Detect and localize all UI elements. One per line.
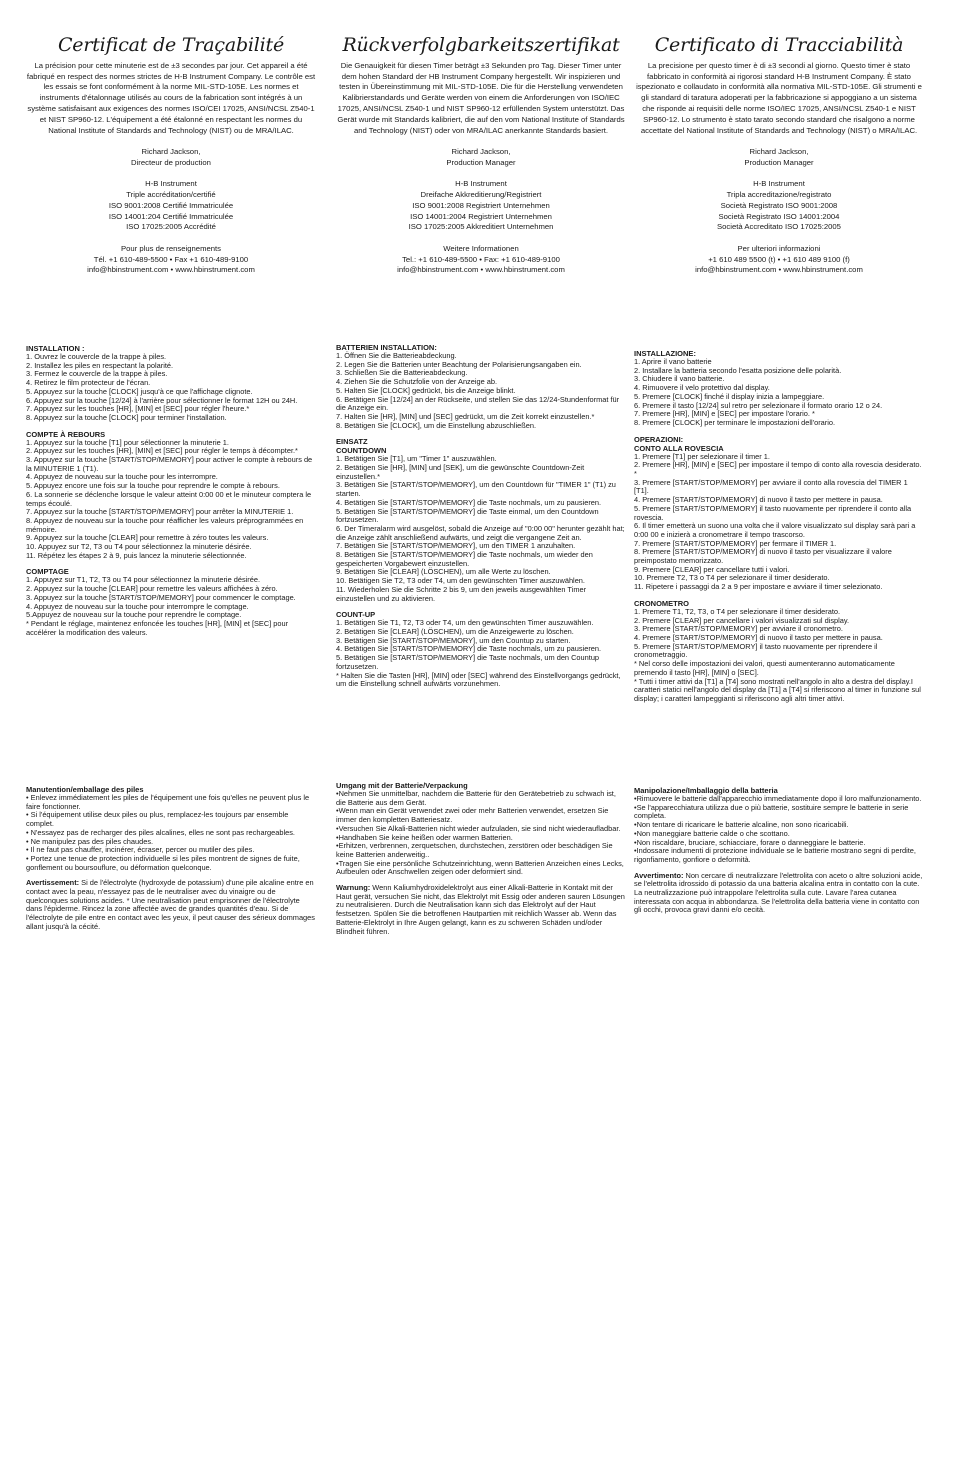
instruction-step: 4. Appuyez de nouveau sur la touche pour les interrompre. xyxy=(26,472,218,482)
instruction-step: 2. Appuyez sur la touche [CLEAR] pour remettre les valeurs affichées à zéro. xyxy=(26,584,278,594)
instruction-step: 3. Chiudere il vano batterie. xyxy=(634,374,725,384)
company-block xyxy=(634,179,924,233)
instruction-section xyxy=(634,599,924,704)
instruction-step: 1. Appuyez sur la touche [T1] pour sélectionner la minuterie 1. xyxy=(26,437,229,447)
instruction-step: * Tutti i timer attivi da [T1] a [T4] sono mostrati nell'angolo in alto a destra del display.I caratteri statici nell'angolo del display da [T1] a [T4] si riferiscono al timer in funzione sul display; i caratteri lampeggianti si riferiscono agli altri timer attivi. xyxy=(634,676,921,703)
warning-label: Warnung: xyxy=(336,883,371,893)
contact-line: Weitere Informationen xyxy=(443,243,519,253)
contact-line: Per ulteriori informazioni xyxy=(737,243,821,253)
instruction-step: 9. Premere [CLEAR] per cancellare tutti i valori. xyxy=(634,564,790,574)
battery-heading: Manutention/emballage des piles xyxy=(26,785,144,794)
company-line: Triple accréditation/certifié xyxy=(126,189,216,199)
instruction-step: 2. Premere [CLEAR] per cancellare i valori visualizzati sul display. xyxy=(634,615,850,625)
certificate-title: Certificat de Traçabilité xyxy=(57,34,285,56)
company-line: ISO 9001:2008 Registriert Unternehmen xyxy=(412,200,550,210)
battery-bullet: •Non riscaldare, bruciare, schiacciare, forare o danneggiare le batterie. xyxy=(634,837,866,847)
instruction-step: 7. Halten Sie [HR], [MIN] und [SEC] gedrückt, um die Zeit korrekt einzustellen.* xyxy=(336,411,595,421)
battery-bullet: •Nehmen Sie unmittelbar, nachdem die Batterie für den Gerätebetrieb zu schwach ist, die Batterie aus dem Gerät. xyxy=(336,789,616,807)
signer-name: Richard Jackson, xyxy=(749,146,809,156)
instruction-step: 4. Premere [START/STOP/MEMORY] di nuovo il tasto per mettere in pausa. xyxy=(634,632,883,642)
instruction-step: 7. Premere [HR], [MIN] e [SEC] per impostare l'orario. * xyxy=(634,409,815,419)
company-block xyxy=(26,179,316,233)
instruction-step: 4. Betätigen Sie [START/STOP/MEMORY] die Taste nochmals, um zu pausieren. xyxy=(336,497,602,507)
instruction-step: 4. Appuyez de nouveau sur la touche pour interrompre le comptage. xyxy=(26,601,249,611)
instruction-step: 2. Appuyez sur les touches [HR], [MIN] et [SEC] pour régler le temps à décompter.* xyxy=(26,446,298,456)
instruction-step: 8. Betätigen Sie [START/STOP/MEMORY] die Taste nochmals, um wieder den gespeicherten Vorgabewert einzustellen. xyxy=(336,550,593,568)
instruction-step: 4. Premere [START/STOP/MEMORY] di nuovo il tasto per mettere in pausa. xyxy=(634,495,883,505)
battery-bullet: • Si l'équipement utilise deux piles ou plus, remplacez-les toujours par ensemble complet. xyxy=(26,810,289,829)
section-heading: COUNT-UP xyxy=(336,610,376,620)
signer-role: Production Manager xyxy=(446,157,516,167)
instruction-step: 6. Premere il tasto [12/24] sul retro per selezionare il formato orario 12 o 24. xyxy=(634,400,883,410)
instruction-step: 7. Betätigen Sie [START/STOP/MEMORY], um den TIMER 1 anzuhalten. xyxy=(336,541,576,551)
battery-bullet: •Tragen Sie eine persönliche Schutzeinrichtung, wenn Batterien Anzeichen eines Lecks, Aufbeulen oder Anschwellen zeigen oder deformiert sind. xyxy=(336,858,624,877)
certificate-title: Certificato di Tracciabilità xyxy=(654,34,904,56)
instruction-step: 3. Betätigen Sie [START/STOP/MEMORY], um den Countdown für "TIMER 1" (T1) zu starten. xyxy=(336,480,616,499)
battery-bullet: •Non tentare di ricaricare le batterie alcaline, non sono ricaricabili. xyxy=(634,820,849,830)
section-heading: EINSATZ COUNTDOWN xyxy=(336,437,387,456)
instruction-section xyxy=(634,349,924,428)
instruction-step: 3. Appuyez sur la touche [START/STOP/MEMORY] pour commencer le comptage. xyxy=(26,592,296,602)
contact-line: Pour plus de renseignements xyxy=(121,243,221,253)
battery-bullet: •Non maneggiare batterie calde o che scottano. xyxy=(634,828,790,838)
instruction-step: 3. Appuyez sur la touche [START/STOP/MEMORY] pour activer le compte à rebours de la MINUTERIE 1 (T1). xyxy=(26,455,313,473)
instruction-step: 7. Appuyez sur la touche [START/STOP/MEMORY] pour arrêter la MINUTERIE 1. xyxy=(26,507,294,517)
instruction-step: 1. Öffnen Sie die Batterieabdeckung. xyxy=(336,351,457,360)
company-line: ISO 17025:2005 Akkreditiert Unternehmen xyxy=(408,222,554,232)
signer-role: Production Manager xyxy=(744,157,814,167)
company-line: ISO 9001:2008 Certifié Immatriculée xyxy=(108,200,234,210)
instruction-step: 5. Halten Sie [CLOCK] gedrückt, bis die Anzeige blinkt. xyxy=(336,385,516,395)
certificate-it xyxy=(634,34,924,287)
signer xyxy=(26,147,316,169)
warning-text: Wenn Kaliumhydroxidelektrolyt aus einer Alkali-Batterie in Kontakt mit der Haut gerät, versuchen Sie nicht, das Elektrolyt mit Essig oder anderen sauren Lösungen zu neutralisieren. Durch die Neutralisation kann sich das Elektrolyt auf der Haut festsetzen. Spülen Sie die betroffenen Hautpartien mit reichlich Wasser ab. Wenn das Batterie-Elektrolyt in Ihre Augen gelangt, kann es zu schweren Schäden und/oder Blindheit führen. xyxy=(336,883,625,936)
battery-bullet: • Ne manipulez pas des piles chaudes. xyxy=(26,836,154,846)
instruction-step: 3. Fermez le couvercle de la trappe à piles. xyxy=(26,369,168,379)
instruction-step: 5. Premere [CLOCK] finché il display inizia a lampeggiare. xyxy=(634,391,825,401)
instruction-section xyxy=(336,610,626,689)
instruction-step: 5. Premere [START/STOP/MEMORY] il tasto nuovamente per riprendere il conto alla rovescia. xyxy=(634,503,912,522)
battery-handling-fr xyxy=(26,785,316,932)
instruction-section xyxy=(336,437,626,603)
battery-heading: Umgang mit der Batterie/Verpackung xyxy=(336,781,468,790)
signer xyxy=(336,147,626,169)
instruction-step: 7. Appuyez sur les touches [HR], [MIN] et [SEC] pour régler l'heure.* xyxy=(26,404,250,414)
instruction-step: 4. Rimuovere il velo protettivo dal display. xyxy=(634,383,770,393)
company-line: Società Accreditato ISO 17025:2005 xyxy=(717,222,841,232)
instruction-step: 4. Betätigen Sie [START/STOP/MEMORY] die Taste nochmals, um zu pausieren. xyxy=(336,644,602,654)
certificate-body: Die Genauigkeit für diesen Timer beträgt ±3 Sekunden pro Tag. Dieser Timer unter dem hohen Standard der HB Instrument Company hergestellt. Wir inspizieren und testen in Übereinstimmung mit MIL-STD-105E. Die für die Herstellung verwendeten Kalibrierstandards und Geräte werden von einem die Anforderungen von ISO/IEC 17025, ANSI/NCSL Z540-1 und NIST SP960-12 erfüllenden System unterstützt. Das Gerät wurde mit Standards kalibriert, die auf den vom National Institute of Standards and Technology (NIST) oder von MRA/ILAC anerkannte Standards basiert. xyxy=(337,60,625,135)
contact-line: info@hbinstrument.com • www.hbinstrument.com xyxy=(695,265,863,275)
battery-bullet: • N'essayez pas de recharger des piles alcalines, elles ne sont pas rechargeables. xyxy=(26,827,295,837)
certificate-de xyxy=(336,34,626,287)
instruction-section xyxy=(26,567,316,637)
contact-block xyxy=(634,244,924,276)
company-line: H-B Instrument xyxy=(455,179,507,189)
battery-bullet: •Handhaben Sie keine heißen oder warmen Batterien. xyxy=(336,832,513,842)
certificate-fr xyxy=(26,34,316,287)
instruction-step: 1. Appuyez sur T1, T2, T3 ou T4 pour sélectionnez la minuterie désirée. xyxy=(26,575,261,585)
instruction-step: 1. Aprire il vano batterie xyxy=(634,357,712,366)
battery-bullet: •Se l'apparecchiatura utilizza due o più batterie, sostituire sempre le batterie in serie completa. xyxy=(634,802,909,821)
instruction-section xyxy=(26,430,316,561)
instruction-section xyxy=(336,343,626,430)
battery-heading: Manipolazione/Imballaggio della batteria xyxy=(634,786,778,795)
signer-role: Directeur de production xyxy=(131,157,211,167)
contact-block xyxy=(26,244,316,276)
signer-name: Richard Jackson, xyxy=(451,146,511,156)
instructions-fr xyxy=(26,344,316,644)
section-heading: INSTALLATION : xyxy=(26,344,85,353)
battery-bullet: • Enlevez immédiatement les piles de l'équipement une fois qu'elles ne peuvent plus le faire fonctionner. xyxy=(26,793,310,811)
instruction-step: 2. Installez les piles en respectant la polarité. xyxy=(26,360,174,370)
instruction-step: 2. Legen Sie die Batterien unter Beachtung der Polarisierungsangaben ein. xyxy=(336,359,582,369)
instruction-step: * Halten Sie die Tasten [HR], [MIN] oder [SEC] während des Einstellvorgangs gedrückt, um die Einstellung schnell aufwärts vorzunehmen. xyxy=(336,670,621,689)
battery-bullet: • Il ne faut pas chauffer, incinérer, écraser, percer ou mutiler des piles. xyxy=(26,845,255,855)
instruction-step: 8. Betätigen Sie [CLOCK], um die Einstellung abzuschließen. xyxy=(336,420,537,430)
instruction-step: 4. Ziehen Sie die Schutzfolie von der Anzeige ab. xyxy=(336,377,498,387)
company-line: H-B Instrument xyxy=(145,179,197,189)
instruction-step: 8. Appuyez de nouveau sur la touche pour réafficher les valeurs préprogrammées en mémoire. xyxy=(26,515,304,534)
instruction-step: 1. Premere T1, T2, T3, o T4 per selezionare il timer desiderato. xyxy=(634,606,841,616)
company-line: Società Registrato ISO 9001:2008 xyxy=(720,200,838,210)
instruction-step: 3. Betätigen Sie [START/STOP/MEMORY], um den Countup zu starten. xyxy=(336,635,571,645)
signer-name: Richard Jackson, xyxy=(141,146,201,156)
contact-line: Tél. +1 610-489-5500 • Fax +1 610-489-9100 xyxy=(93,254,249,264)
instruction-step: 5. Appuyez sur la touche [CLOCK] jusqu'à ce que l'affichage clignote. xyxy=(26,386,253,396)
instruction-step: 9. Appuyez sur la touche [CLEAR] pour remettre à zéro toutes les valeurs. xyxy=(26,533,269,543)
instruction-step: 1. Ouvrez le couvercle de la trappe à piles. xyxy=(26,352,167,361)
instruction-step: 2. Premere [HR], [MIN] e [SEC] per impostare il tempo di conto alla rovescia desiderato. * xyxy=(634,460,922,479)
certificate-body: La precisione per questo timer è di ±3 secondi al giorno. Questo timer è stato fabbricato in conformità ai rigorosi standard H-B Instrument Company. È stato ispezionato e collaudato in conformità alla normativa MIL-STD-105E. Gli strumenti e gli standard di taratura adoperati per la fabbricazione si appoggiano a un sistema che risponde ai requisiti delle norme ISO/IEC 17025, ANSI/NCSL Z540-1 e NIST SP960-12. Lo strumento è stato tarato secondo standard che risalgono a norme accettate del National Institute of Standards and Technology (NIST) o MRA/ILAC. xyxy=(636,60,922,135)
company-line: ISO 14001:204 Certifié Immatriculée xyxy=(108,211,234,221)
instruction-step: 8. Appuyez sur la touche [CLOCK] pour terminer l'installation. xyxy=(26,412,227,422)
battery-handling-it xyxy=(634,786,924,915)
warning-text: Non cercare di neutralizzare l'elettrolita con aceto o altre soluzioni acide, se l'elettrolita idrossido di potassio da una batteria alcalina entra in contatto con la cute. La neutralizzazione può intrappolare l'elettrolita sulla cute. Lavare l'area cutanea interessata con acqua in abbondanza. Se l'elettrolita della batteria viene in contatto con gli occhi, provoca gravi danni e/o cecità. xyxy=(634,870,923,915)
instruction-step: 6. La sonnerie se déclenche lorsque le valeur atteint 0:00 00 et le minuteur comptera le temps écoulé. xyxy=(26,489,312,508)
instruction-step: 8. Premere [START/STOP/MEMORY] di nuovo il tasto per visualizzare il valore preimpostato memorizzato. xyxy=(634,547,892,566)
signer xyxy=(634,147,924,169)
company-line: H-B Instrument xyxy=(753,179,805,189)
instruction-step: 5. Betätigen Sie [START/STOP/MEMORY] die Taste nochmals, um den Countup fortzusetzen. xyxy=(336,653,600,671)
instruction-step: * Pendant le réglage, maintenez enfoncée les touches [HR], [MIN] et [SEC] pour accélérer la modification des valeurs. xyxy=(26,618,289,637)
instruction-step: 5. Appuyez encore une fois sur la touche pour reprendre le compte à rebours. xyxy=(26,481,280,491)
instruction-step: 11. Répétez les étapes 2 à 9, puis lancez la minuterie sélectionnée. xyxy=(26,550,247,560)
instruction-step: 5. Premere [START/STOP/MEMORY] il tasto nuovamente per riprendere il cronometraggio. xyxy=(634,641,878,660)
instruction-step: 2. Installare la batteria secondo l'esatta posizione delle polarità. xyxy=(634,365,842,375)
instruction-step: 8. Premere [CLOCK] per terminare le impostazioni dell'orario. xyxy=(634,417,836,427)
instruction-section xyxy=(26,344,316,423)
company-line: Società Registrato ISO 14001:2004 xyxy=(718,211,840,221)
instruction-step: 1. Betätigen Sie [T1], um "Timer 1" auszuwählen. xyxy=(336,454,497,464)
section-heading: INSTALLAZIONE: xyxy=(634,349,696,358)
contact-line: info@hbinstrument.com • www.hbinstrument.com xyxy=(87,265,255,275)
instruction-step: 4. Retirez le film protecteur de l'écran. xyxy=(26,378,151,388)
company-line: Tripla accreditazione/registrato xyxy=(726,189,832,199)
battery-bullet: •Erhitzen, verbrennen, zerquetschen, durchstechen, zerstören oder beschädigen Sie keine Batterien anderweitig.. xyxy=(336,841,613,859)
section-heading: BATTERIEN INSTALLATION: xyxy=(336,343,437,352)
instruction-step: 7. Premere [START/STOP/MEMORY] per fermare il TIMER 1. xyxy=(634,538,837,548)
battery-bullet: •Wenn man ein Gerät verwendet zwei oder mehr Batterien verwendet, ersetzen Sie immer den kompletten Batteriesatz. xyxy=(336,806,609,825)
instruction-step: * Nel corso delle impostazioni dei valori, questi aumenteranno automaticamente premendo il tasto [HR], [MIN] o [SEC]. xyxy=(634,659,895,677)
instruction-step: 6. Der Timeralarm wird ausgelöst, sobald die Anzeige auf "0:00 00" herunter gezählt hat; die Anzeige zählt anschließend aufwärts, und zeigt die vergangene Zeit an. xyxy=(336,523,625,542)
instruction-step: 2. Betätigen Sie [HR], [MIN] und [SEK], um die gewünschte Countdown-Zeit einzustellen.* xyxy=(336,463,585,481)
instruction-step: 6. Appuyez sur la touche [12/24] à l'arrière pour sélectionner le format 12H ou 24H. xyxy=(26,395,298,405)
instruction-step: 10. Premere T2, T3 o T4 per selezionare il timer desiderato. xyxy=(634,573,830,583)
company-line: Dreifache Akkreditierung/Registriert xyxy=(420,189,542,199)
battery-bullet: •Rimuovere le batterie dall'apparecchio immediatamente dopo il loro malfunzionamento. xyxy=(634,794,922,803)
battery-warning xyxy=(26,879,316,931)
instruction-step: 10. Appuyez sur T2, T3 ou T4 pour sélectionnez la minuterie désirée. xyxy=(26,542,252,552)
contact-line: info@hbinstrument.com • www.hbinstrument.com xyxy=(397,265,565,275)
company-line: ISO 17025:2005 Accrédité xyxy=(126,222,216,232)
battery-bullet: •Indossare indumenti di protezione individuale se le batterie mostrano segni di perdite, rigonfiamento, gonfiore o deformità. xyxy=(634,846,916,864)
instruction-step: 3. Premere [START/STOP/MEMORY] per avviare il conto alla rovescia del TIMER 1 [T1]. xyxy=(634,477,908,496)
instructions-it xyxy=(634,349,924,711)
instruction-step: 1. Premere [T1] per selezionare il timer 1. xyxy=(634,451,770,461)
contact-block xyxy=(336,244,626,276)
instruction-step: 2. Betätigen Sie [CLEAR] (LÖSCHEN), um die Anzeigewerte zu löschen. xyxy=(336,626,574,636)
certificate-title: Rückverfolgbarkeitszertifikat xyxy=(342,34,620,56)
battery-warning xyxy=(634,872,924,916)
instruction-step: 10. Betätigen Sie T2, T3 oder T4, um den gewünschten Timer auszuwählen. xyxy=(336,576,585,586)
instruction-step: 9. Betätigen Sie [CLEAR] (LÖSCHEN), um alle Werte zu löschen. xyxy=(336,567,551,577)
company-block xyxy=(336,179,626,233)
warning-label: Avertissement: xyxy=(26,878,80,888)
warning-text: Si de l'électrolyte (hydroxyde de potassium) d'une pile alcaline entre en contact avec la peau, n'essayez pas de le neutraliser avec du vinaigre ou de quelconques solutions acides. * Une neutralisation peut emprisonner de l'électrolyte dans l'épiderme. Rincez la zone affectée avec de grandes quantités d'eau. Si de l'électrolyte de pile entre en contact avec les yeux, il peut causer des sérieux dommages allant jusqu'à la cécité. xyxy=(26,878,315,931)
section-heading: CRONOMETRO xyxy=(634,598,689,608)
instructions-de xyxy=(336,343,626,696)
section-heading: COMPTAGE xyxy=(26,567,69,577)
section-heading: OPERAZIONI: CONTO ALLA ROVESCIA xyxy=(634,434,724,453)
instruction-step: 3. Premere [START/STOP/MEMORY] per avviare il cronometro. xyxy=(634,624,843,634)
instruction-step: 11. Ripetere i passaggi da 2 a 9 per impostare e avviare il timer selezionato. xyxy=(634,582,883,592)
battery-warning xyxy=(336,884,626,936)
instruction-step: 3. Schließen Sie die Batterieabdeckung. xyxy=(336,368,468,378)
battery-bullet: •Versuchen Sie Alkali-Batterien nicht wieder aufzuladen, sie sind nicht wiederaufladbar. xyxy=(336,823,621,833)
instruction-step: 11. Wiederholen Sie die Schritte 2 bis 9, um den jeweils ausgewählten Timer einzustellen und zu aktivieren. xyxy=(336,584,587,603)
contact-line: Tel.: +1 610-489-5500 • Fax: +1 610-489-9100 xyxy=(402,254,560,264)
instruction-step: 1. Betätigen Sie T1, T2, T3 oder T4, um den gewünschten Timer auszuwählen. xyxy=(336,618,594,628)
battery-bullet: • Portez une tenue de protection individuelle si les piles montrent de signes de fuite, gonflement ou boursouflure, ou déformation quelconque. xyxy=(26,853,300,872)
certificate-body: La précision pour cette minuterie est de ±3 secondes par jour. Cet appareil a été fabriqué en respect des normes strictes de H-B Instrument Company. Le contrôle est les essais se font conformément à la norme MIL-STD-105E. Les normes et instruments d'étalonnage utilisés au cours de la fabrication sont intégrés à un système satisfaisant aux exigences des normes ISO/CEI 17025, ANSI/NCSL Z540-1 et NIST SP960-12. L'équipement a été étalonné en respectant les normes du National Institute of Standards and Technology (NIST) ou de MRA/ILAC. xyxy=(26,60,316,135)
warning-label: Avvertimento: xyxy=(634,870,684,880)
instruction-section xyxy=(634,435,924,592)
contact-line: +1 610 489 5500 (t) • +1 610 489 9100 (f) xyxy=(708,254,850,264)
battery-handling-de xyxy=(336,781,626,936)
instruction-step: 6. Il timer emetterà un suono una volta che il valore visualizzato sul display sarà pari a 0:00 00 e inizierà a cronometrare il tempo trascorso. xyxy=(634,521,916,539)
company-line: ISO 14001:2004 Registriert Unternehmen xyxy=(410,211,552,221)
instruction-step: 6. Betätigen Sie [12/24] an der Rückseite, und stellen Sie das 12/24-Stundenformat für die Anzeige ein. xyxy=(336,394,620,413)
instruction-step: 5.Appuyez de nouveau sur la touche pour reprendre le comptage. xyxy=(26,610,242,620)
section-heading: COMPTE À REBOURS xyxy=(26,429,106,439)
instruction-step: 5. Betätigen Sie [START/STOP/MEMORY] die Taste einmal, um den Countdown fortzusetzen. xyxy=(336,506,599,525)
